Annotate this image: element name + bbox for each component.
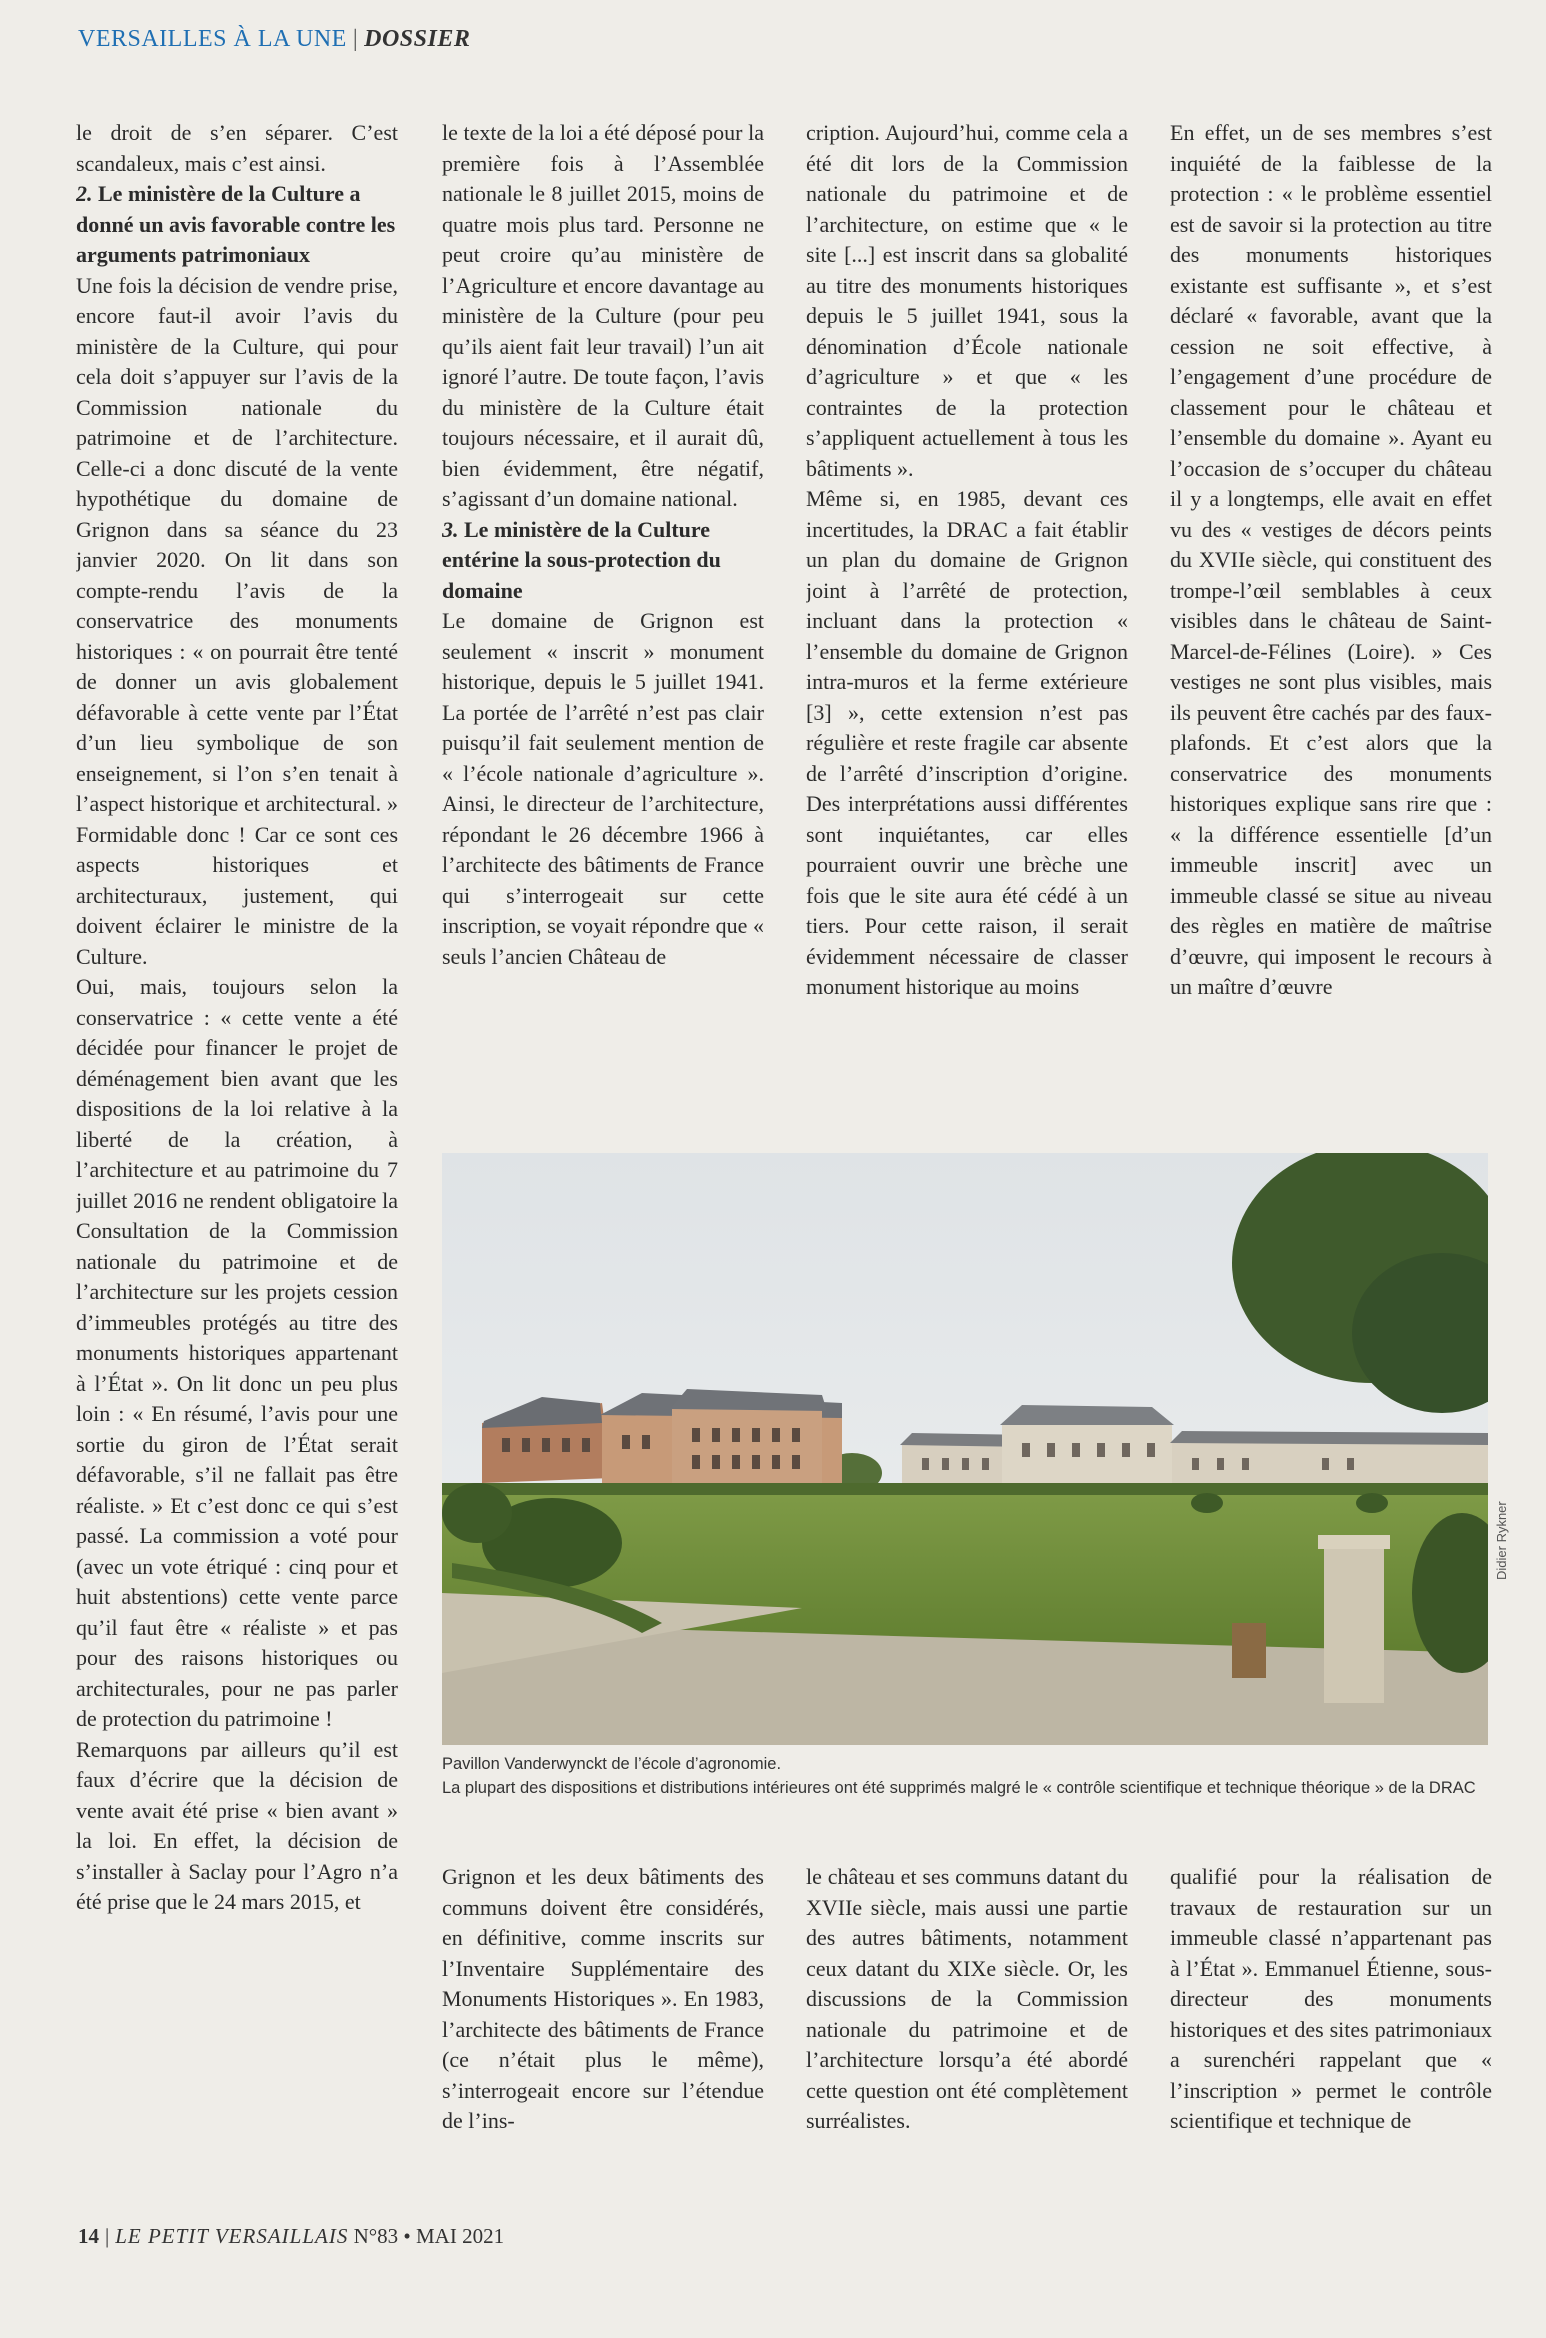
page-footer [78,2224,504,2249]
magazine-title: LE PETIT VERSAILLAIS [115,2224,349,2248]
caption-line: La plupart des dispositions et distributions intérieures ont été supprimés malgré le « contrôle scientifique et technique théorique » de la DRAC [442,1779,1476,1797]
issue-info: N°83 • MAI 2021 [348,2224,505,2248]
page-header [78,26,470,53]
photo-caption [442,1752,1488,1800]
article-column-4 [1170,118,1492,1128]
paragraph: Une fois la décision de vendre prise, encore faut-il avoir l’avis du ministère de la Culture, qui pour cela doit s’appuyer sur l’avis de la Commission nationale du patrimoine et de l’architecture. Celle-ci a donc discuté de la vente hypothétique du domaine de Grignon dans sa séance du 23 janvier 2020. On lit dans son compte-rendu l’avis de la conservatrice des monuments historiques : « on pourrait être tenté de donner un avis globalement défavorable à cette vente par l’État d’un lieu symbolique de son enseignement, si l’on s’en tenait à l’aspect historique et architectural. » Formidable donc ! Car ce sont ces aspects historiques et architecturaux, justement, qui doivent éclairer le ministre de la Culture. [76,272,398,969]
paragraph: Le domaine de Grignon est seulement « inscrit » monument historique, depuis le 5 juillet 1941. La portée de l’arrêté n’est pas clair puisqu’il fait seulement mention de « l’école nationale d’agriculture ». Ainsi, le directeur de l’architecture, répondant le 26 décembre 1966 à l’architecte des bâtiments de France qui s’interrogeait sur cette inscription, se voyait répondre que « seuls l’ancien Château de [442,608,764,969]
paragraph: qualifié pour la réalisation de travaux de restauration sur un immeuble classé n’appartenant pas à l’État ». Emmanuel Étienne, sous-directeur des monuments historiques et des sites patrimoniaux a surenchéri rappelant que « l’inscription » permet le contrôle scientifique et technique de [1170,1864,1492,2133]
domaine-grignon-photo [442,1153,1488,1745]
header-separator: | [352,26,359,52]
article-column-1 [76,118,398,2138]
heading-number: 3. [442,516,459,542]
article-column-3 [806,118,1128,1128]
photo-credit: Didier Rykner [1494,1501,1509,1580]
paragraph: le droit de s’en séparer. C’est scandaleux, mais c’est ainsi. [76,120,398,176]
heading-number: 2. [76,181,93,206]
rubric-title: VERSAILLES À LA UNE [78,26,347,52]
paragraph: Grignon et les deux bâtiments des communs doivent être considérés, en définitive, comme inscrits sur l’Inventaire Supplémentaire des Monuments Historiques ». En 1983, l’architecte des bâtiments de France (ce n’était plus le même), s’interrogeait encore sur l’étendue de l’ins- [442,1864,764,2133]
heading-text: Le ministère de la Culture a donné un avis favorable contre les arguments patrimoniaux [76,181,396,267]
section-heading-2 [76,179,398,271]
paragraph: le texte de la loi a été déposé pour la première fois à l’Assemblée nationale le 8 juillet 2015, moins de quatre mois plus tard. Personne ne peut croire qu’au ministère de l’Agriculture et encore davantage au ministère de la Culture (pour peu qu’ils aient fait leur travail) l’un ait ignoré l’autre. De toute façon, l’avis du ministère de la Culture était toujours nécessaire, et il aurait dû, bien évidemment, être négatif, s’agissant d’un domaine national. [442,120,764,511]
article-photo [442,1153,1488,1745]
section-title: DOSSIER [364,26,471,52]
paragraph: Même si, en 1985, devant ces incertitudes, la DRAC a fait établir un plan du domaine de Grignon joint à l’arrêté de protection, incluant dans la protection « l’ensemble du domaine de Grignon intra-muros et la ferme extérieure [3] », cette extension n’est pas régulière et reste fragile car absente de l’arrêté d’inscription d’origine. Des interprétations aussi différentes sont inquiétantes, car elles pourraient ouvrir une brèche une fois que le site aura été cédé à un tiers. Pour cette raison, il serait évidemment nécessaire de classer monument historique au moins [806,486,1128,999]
section-heading-3 [442,515,764,607]
article-column-2 [442,118,764,1128]
paragraph: Remarquons par ailleurs qu’il est faux d’écrire que la décision de vente avait été prise « bien avant » la loi. En effet, la décision de s’installer à Saclay pour l’Agro n’a été prise que le 24 mars 2015, et [76,1736,398,1914]
page-number: 14 [78,2224,99,2248]
paragraph: En effet, un de ses membres s’est inquiété de la faiblesse de la protection : « le problème essentiel est de savoir si la protection au titre des monuments historiques existante est suffisante », et s’est déclaré « favorable, avant que la cession ne soit effective, à l’engagement d’une procédure de classement pour le château et l’ensemble du domaine ». Ayant eu l’occasion de s’occuper du château il y a longtemps, elle avait en effet vu des « vestiges de décors peints du XVIIe siècle, qui constituent des trompe-l’œil semblables à ceux visibles dans le château de Saint-Marcel-de-Félines (Loire). » Ces vestiges ne sont plus visibles, mais ils peuvent être cachés par des faux-plafonds. Et c’est alors que la conservatrice des monuments historiques explique sans rire que : « la différence essentielle [d’un immeuble inscrit] avec un immeuble classé se situe au niveau des règles en matière de maîtrise d’œuvre, qui imposent le recours à un maître d’œuvre [1170,120,1492,999]
heading-text: Le ministère de la Culture entérine la sous-protection du domaine [442,516,721,603]
article-column-2-lower [442,1862,764,2172]
paragraph: Oui, mais, toujours selon la conservatrice : « cette vente a été décidée pour financer le projet de déménagement bien avant que les dispositions de la loi relative à la liberté de la création, à l’architecture et au patrimoine du 7 juillet 2016 ne rendent obligatoire la Consultation de la Commission nationale du patrimoine et de l’architecture sur les projets cession d’immeubles protégés au titre des monuments historiques appartenant à l’État ». On lit donc un peu plus loin : « En résumé, l’avis pour une sortie du giron de l’État serait défavorable, s’il ne fallait pas être réaliste. » Et c’est donc ce qui s’est passé. La commission a voté pour (avec un vote étriqué : cinq pour et huit abstentions) cette vente parce qu’il faut être « réaliste » et pas pour des raisons historiques ou architecturales, pour ne pas parler de protection du patrimoine ! [76,974,398,1731]
caption-line: Pavillon Vanderwynckt de l’école d’agronomie. [442,1755,782,1773]
article-column-3-lower [806,1862,1128,2172]
paragraph: le château et ses communs datant du XVIIe siècle, mais aussi une partie des autres bâtiments, notamment ceux datant du XIXe siècle. Or, les discussions de la Commission nationale du patrimoine et de l’architecture lorsqu’a été abordé cette question ont été complètement surréalistes. [806,1864,1128,2133]
article-column-4-lower [1170,1862,1492,2172]
paragraph: cription. Aujourd’hui, comme cela a été dit lors de la Commission nationale du patrimoine et de l’architecture, on estime que « le site [...] est inscrit dans sa globalité au titre des monuments historiques depuis le 5 juillet 1941, sous la dénomination d’École nationale d’agriculture » et que « les contraintes de la protection s’appliquent actuellement à tous les bâtiments ». [806,120,1128,481]
footer-separator: | [105,2224,110,2248]
